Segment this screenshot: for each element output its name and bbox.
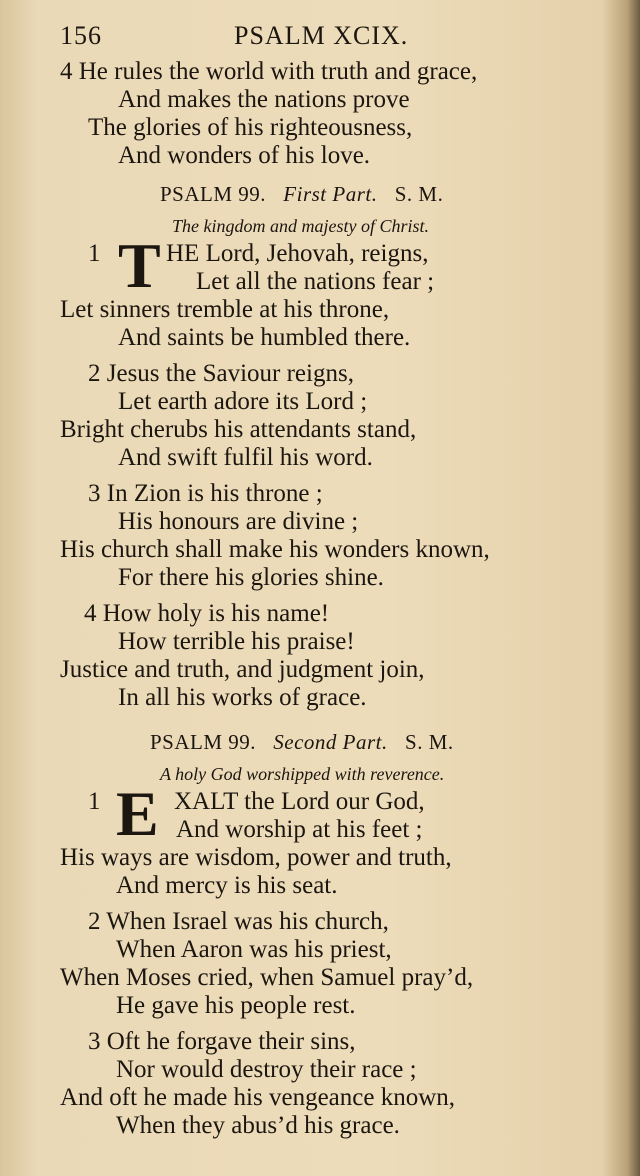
- psalm-subtitle: A holy God worshipped with reverence.: [160, 764, 445, 784]
- verse-line: 3 Oft he forgave their sins,: [88, 1028, 356, 1055]
- verse-line: He gave his people rest.: [116, 992, 356, 1019]
- psalm-part: Second Part.: [273, 730, 388, 754]
- psalm-meter: S. M.: [394, 182, 444, 206]
- verse-line: 2 Jesus the Saviour reigns,: [88, 360, 354, 387]
- drop-cap: T: [118, 230, 161, 301]
- drop-cap: E: [116, 778, 159, 849]
- verse-number: 1: [88, 788, 101, 815]
- verse-line: When Moses cried, when Samuel pray’d,: [60, 964, 474, 991]
- verse-line: 3 In Zion is his throne ;: [88, 480, 323, 507]
- verse-line: Bright cherubs his attendants stand,: [60, 416, 417, 443]
- verse-line: His church shall make his wonders known,: [60, 536, 490, 563]
- psalm-part: First Part.: [283, 182, 378, 206]
- psalm-heading: [150, 728, 454, 756]
- verse-line: And mercy is his seat.: [116, 872, 338, 899]
- verse-line: And wonders of his love.: [118, 142, 371, 169]
- verse-line: Justice and truth, and judgment join,: [60, 656, 425, 683]
- verse-line: XALT the Lord our God,: [174, 788, 425, 815]
- verse-line: And oft he made his vengeance known,: [60, 1084, 456, 1111]
- psalm-meter: S. M.: [405, 730, 454, 754]
- verse-line: In all his works of grace.: [118, 684, 367, 711]
- verse-line: Let all the nations fear ;: [196, 268, 435, 295]
- psalm-number: PSALM 99.: [150, 730, 257, 754]
- page-number: 156: [60, 21, 102, 50]
- verse-line: His honours are divine ;: [118, 508, 359, 535]
- verse-line: His ways are wisdom, power and truth,: [60, 844, 452, 871]
- verse-line: 4 He rules the world with truth and grace,: [60, 58, 478, 85]
- verse-line: When Aaron was his priest,: [116, 936, 392, 963]
- verse-line: 2 When Israel was his church,: [88, 908, 389, 935]
- psalm-heading: [160, 180, 443, 208]
- verse-line: Let sinners tremble at his throne,: [60, 296, 390, 323]
- verse-line: For there his glories shine.: [118, 564, 384, 591]
- verse-number: 1: [88, 240, 101, 267]
- verse-line: 4 How holy is his name!: [84, 600, 330, 627]
- verse-line: The glories of his righteousness,: [88, 114, 413, 141]
- verse-line: And makes the nations prove: [118, 86, 410, 113]
- verse-line: HE Lord, Jehovah, reigns,: [166, 240, 429, 267]
- psalm-number: PSALM 99.: [160, 182, 267, 206]
- verse-line: And swift fulfil his word.: [118, 444, 373, 471]
- verse-line: How terrible his praise!: [118, 628, 355, 655]
- verse-line: Let earth adore its Lord ;: [118, 388, 368, 415]
- verse-line: When they abus’d his grace.: [116, 1112, 400, 1139]
- running-title: PSALM XCIX.: [234, 21, 409, 50]
- verse-line: Nor would destroy their race ;: [116, 1056, 417, 1083]
- verse-line: And worship at his feet ;: [176, 816, 423, 843]
- verse-line: And saints be humbled there.: [118, 324, 411, 351]
- psalm-subtitle: The kingdom and majesty of Christ.: [172, 216, 429, 236]
